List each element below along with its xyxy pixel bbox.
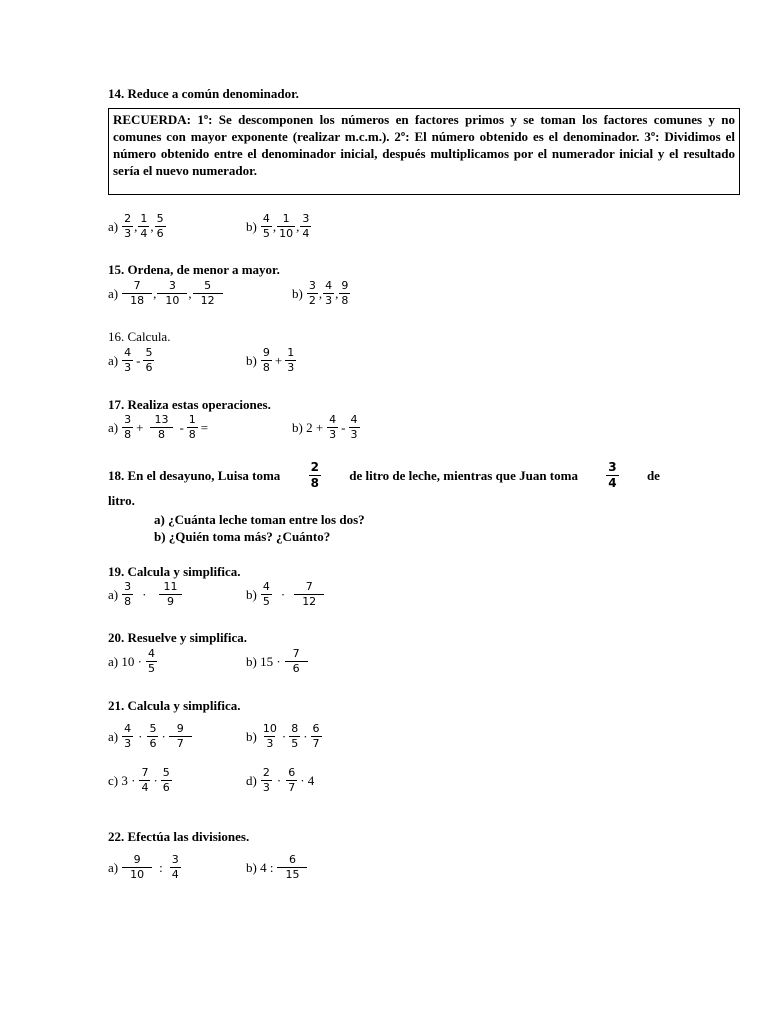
numerator: 9 [341, 279, 349, 292]
fraction [349, 413, 360, 442]
exercise-19-a [108, 580, 186, 609]
numerator: 1 [287, 346, 295, 359]
separator: , [188, 285, 192, 301]
fraction [122, 853, 152, 882]
denominator: 8 [262, 361, 270, 374]
fraction [187, 413, 198, 442]
denominator: 8 [124, 428, 132, 441]
fraction [122, 580, 133, 609]
fraction [143, 346, 154, 375]
exercise-21-a [108, 722, 193, 751]
denominator: 3 [350, 428, 358, 441]
exercise-19-title: 19. Calcula y simplifica. [108, 564, 241, 579]
denominator: 7 [288, 781, 296, 794]
operator: + [274, 352, 283, 368]
fraction [261, 722, 279, 751]
item-label: a) [108, 728, 119, 744]
item-label: a) 10 · [108, 653, 142, 669]
numerator: 3 [608, 460, 617, 474]
numerator: 3 [308, 279, 316, 292]
exercise-19-b [246, 580, 325, 609]
operator: · [276, 772, 282, 788]
denominator: 3 [329, 428, 337, 441]
fraction [146, 413, 176, 442]
fraction [606, 460, 618, 491]
operator: · [161, 728, 166, 744]
fraction [300, 212, 311, 241]
denominator: 6 [145, 361, 153, 374]
exercise-14-a [108, 212, 167, 241]
denominator: 6 [149, 737, 157, 750]
numerator: 7 [292, 647, 300, 660]
numerator: 4 [124, 346, 132, 359]
denominator: 18 [122, 293, 152, 308]
numerator: 1 [140, 212, 148, 225]
separator: , [150, 218, 154, 234]
operator: - [341, 419, 346, 435]
numerator: 13 [154, 413, 169, 426]
fraction [122, 212, 133, 241]
separator: , [272, 218, 277, 234]
numerator: 1 [188, 413, 196, 426]
fraction [261, 766, 272, 795]
denominator: 4 [141, 781, 149, 794]
question-b: b) ¿Quién toma más? ¿Cuánto? [154, 529, 331, 544]
recuerda-note-box: RECUERDA: 1º: Se descomponen los números en factores primos y se toman los factores comunes y no comunes con mayor exponente (realizar m.c.m.). 2º: El número obtenido es el denominador. 3º: Dividimos el número obtenido entre el denominador inicial, después multiplicamos por el numerador inicial y el resultado sería el nuevo numerador. [108, 108, 740, 195]
exercise-20-a [108, 647, 158, 676]
exercise-21-title: 21. Calcula y simplifica. [108, 698, 241, 713]
exercise-21-d [246, 766, 316, 795]
equals-sign: = [200, 419, 209, 435]
statement-part: 18. En el desayuno, Luisa toma [108, 467, 281, 483]
fraction [277, 212, 295, 241]
exercise-14-title: 14. Reduce a común denominador. [108, 86, 299, 101]
numerator: 3 [171, 853, 179, 866]
numerator: 5 [156, 212, 164, 225]
fraction [155, 580, 185, 609]
fraction [138, 212, 149, 241]
numerator: 1 [282, 212, 290, 225]
item-label: b) 15 · [246, 653, 281, 669]
numerator: 5 [145, 346, 153, 359]
fraction [161, 766, 172, 795]
denominator: 7 [169, 736, 192, 751]
denominator: 8 [310, 476, 319, 490]
denominator: 7 [312, 737, 320, 750]
item-label: c) 3 · [108, 772, 136, 788]
fraction [285, 647, 308, 676]
item-label: a) [108, 218, 119, 234]
operator: · [281, 728, 287, 744]
denominator: 3 [266, 737, 274, 750]
numerator: 4 [350, 413, 358, 426]
numerator: 2 [124, 212, 132, 225]
denominator: 8 [124, 595, 132, 608]
exercise-21-b [246, 722, 323, 751]
exercise-21-c [108, 766, 173, 795]
numerator: 5 [204, 279, 212, 292]
denominator: 8 [341, 294, 349, 307]
fraction [286, 766, 297, 795]
item-label: b) [246, 728, 257, 744]
numerator: 3 [124, 413, 132, 426]
fraction [309, 460, 321, 491]
item-label: a) [108, 285, 119, 301]
exercise-22-a [108, 853, 182, 882]
denominator: 3 [262, 781, 270, 794]
exercise-20-title: 20. Resuelve y simplifica. [108, 630, 248, 645]
fraction [122, 346, 133, 375]
exercise-17-b [292, 413, 361, 442]
numerator: 4 [262, 580, 270, 593]
exercise-18 [108, 460, 660, 545]
exercise-20-b [246, 647, 309, 676]
exercise-16-a [108, 346, 155, 375]
operator: : [159, 859, 163, 875]
fraction [170, 853, 181, 882]
operator: · [280, 586, 286, 602]
fraction [277, 853, 307, 882]
numerator: 11 [163, 580, 178, 593]
question-a: a) ¿Cuánta leche toman entre los dos? [154, 512, 365, 527]
numerator: 10 [262, 722, 277, 735]
denominator: 5 [262, 595, 270, 608]
operator: - [136, 352, 141, 368]
denominator: 10 [157, 293, 187, 308]
denominator: 3 [325, 294, 333, 307]
item-label: b) 2 + [292, 419, 324, 435]
item-label: d) [246, 772, 257, 788]
fraction [294, 580, 324, 609]
separator: , [153, 285, 157, 301]
operator-tail: · 4 [300, 772, 315, 788]
denominator: 3 [124, 361, 132, 374]
numerator: 7 [305, 580, 313, 593]
exercise-22-title: 22. Efectúa las divisiones. [108, 829, 250, 844]
fraction [261, 212, 272, 241]
denominator: 12 [294, 594, 324, 609]
denominator: 6 [162, 781, 170, 794]
exercise-16-title: 16. Calcula. [108, 329, 171, 344]
denominator: 3 [287, 361, 295, 374]
denominator: 3 [124, 737, 132, 750]
fraction [261, 346, 272, 375]
fraction [307, 279, 318, 308]
statement-part: de litro de leche, mientras que Juan toma [349, 467, 578, 483]
fraction [147, 722, 158, 751]
denominator: 5 [291, 737, 299, 750]
exercise-22-b [246, 853, 308, 882]
item-label: b) [246, 218, 257, 234]
denominator: 10 [279, 227, 294, 240]
item-label: a) [108, 859, 119, 875]
exercise-17-title: 17. Realiza estas operaciones. [108, 397, 271, 412]
item-label: b) [246, 586, 257, 602]
denominator: 12 [193, 293, 223, 308]
exercise-16-b [246, 346, 297, 375]
numerator: 2 [310, 460, 319, 474]
operator: + [136, 419, 144, 435]
numerator: 2 [262, 766, 270, 779]
denominator: 10 [122, 867, 152, 882]
fraction [122, 279, 152, 308]
operator: · [142, 586, 147, 602]
denominator: 4 [171, 868, 179, 881]
item-label: a) [108, 419, 119, 435]
numerator: 4 [325, 279, 333, 292]
operator: · [153, 772, 158, 788]
denominator: 4 [608, 476, 617, 490]
numerator: 7 [133, 279, 141, 292]
item-label: b) 4 : [246, 859, 274, 875]
denominator: 8 [188, 428, 196, 441]
fraction [193, 279, 223, 308]
item-label: a) [108, 586, 119, 602]
numerator: 3 [302, 212, 310, 225]
item-label: b) [246, 352, 257, 368]
numerator: 7 [141, 766, 149, 779]
fraction [323, 279, 334, 308]
fraction [122, 722, 133, 751]
denominator: 5 [262, 227, 270, 240]
numerator: 8 [291, 722, 299, 735]
fraction [289, 722, 300, 751]
denominator: 2 [308, 294, 316, 307]
fraction [261, 580, 272, 609]
numerator: 4 [124, 722, 132, 735]
numerator: 9 [133, 853, 141, 866]
fraction [157, 279, 187, 308]
fraction [122, 413, 133, 442]
numerator: 6 [312, 722, 320, 735]
exercise-15-a [108, 279, 224, 308]
fraction [139, 766, 150, 795]
numerator: 4 [329, 413, 337, 426]
exercise-15-b [292, 279, 351, 308]
statement-part: de [646, 467, 660, 483]
denominator: 5 [147, 662, 155, 675]
fraction [155, 212, 166, 241]
numerator: 5 [149, 722, 157, 735]
numerator: 5 [162, 766, 170, 779]
denominator: 9 [159, 594, 182, 609]
item-label: a) [108, 352, 119, 368]
denominator: 6 [285, 661, 308, 676]
fraction [327, 413, 338, 442]
numerator: 4 [262, 212, 270, 225]
fraction [311, 722, 322, 751]
exercise-18-statement [108, 460, 660, 491]
denominator: 15 [277, 867, 307, 882]
exercise-17-a [108, 413, 210, 442]
fraction [169, 722, 192, 751]
operator: · [138, 728, 143, 744]
numerator: 9 [176, 722, 184, 735]
operator: - [179, 419, 184, 435]
exercise-14-b [246, 212, 312, 241]
operator: · [303, 728, 308, 744]
fraction [339, 279, 350, 308]
statement-continuation: litro. [108, 493, 135, 508]
numerator: 6 [288, 853, 296, 866]
numerator: 4 [147, 647, 155, 660]
numerator: 6 [288, 766, 296, 779]
separator: , [318, 285, 323, 301]
numerator: 3 [168, 279, 176, 292]
denominator: 4 [140, 227, 148, 240]
separator: , [296, 218, 300, 234]
fraction [146, 647, 157, 676]
separator: , [335, 285, 339, 301]
fraction [285, 346, 296, 375]
separator: , [134, 218, 138, 234]
denominator: 6 [156, 227, 164, 240]
numerator: 3 [124, 580, 132, 593]
exercise-15-title: 15. Ordena, de menor a mayor. [108, 262, 280, 277]
denominator: 8 [150, 427, 173, 442]
denominator: 3 [124, 227, 132, 240]
numerator: 9 [262, 346, 270, 359]
item-label: b) [292, 285, 303, 301]
denominator: 4 [302, 227, 310, 240]
